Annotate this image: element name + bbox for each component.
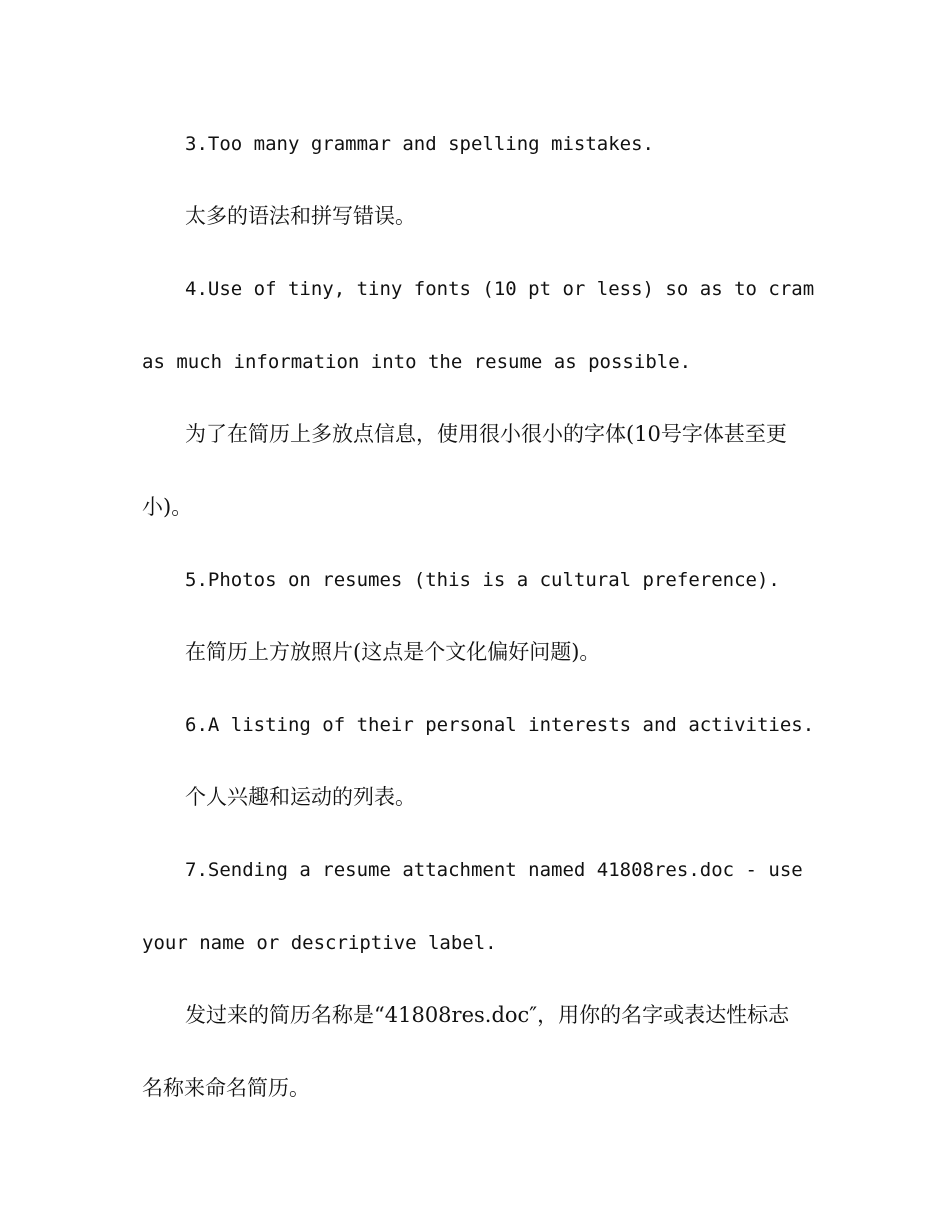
item-7-chinese-line-1: 发过来的简历名称是“41808res.doc″，用你的名字或表达性标志: [185, 1003, 790, 1027]
item-3-chinese: 太多的语法和拼写错误。: [185, 204, 416, 228]
item-5-english: 5.Photos on resumes (this is a cultural preference).: [185, 569, 780, 591]
item-7-english-line-1: 7.Sending a resume attachment named 41808res.doc - use: [185, 859, 803, 881]
item-6-chinese: 个人兴趣和运动的列表。: [185, 785, 416, 809]
item-7-english-line-2: your name or descriptive label.: [142, 932, 497, 954]
item-4-english-line-2: as much information into the resume as possible.: [142, 351, 692, 373]
item-5-chinese: 在简历上方放照片(这点是个文化偏好问题)。: [185, 640, 601, 664]
item-3-english: 3.Too many grammar and spelling mistakes.: [185, 133, 654, 155]
item-7-chinese-line-2: 名称来命名简历。: [142, 1076, 310, 1100]
item-6-english: 6.A listing of their personal interests and activities.: [185, 714, 815, 736]
item-4-chinese-line-2: 小)。: [142, 495, 193, 519]
item-4-chinese-line-1: 为了在简历上多放点信息，使用很小很小的字体(10号字体甚至更: [185, 422, 787, 446]
item-4-english-line-1: 4.Use of tiny, tiny fonts (10 pt or less) so as to cram: [185, 278, 815, 300]
